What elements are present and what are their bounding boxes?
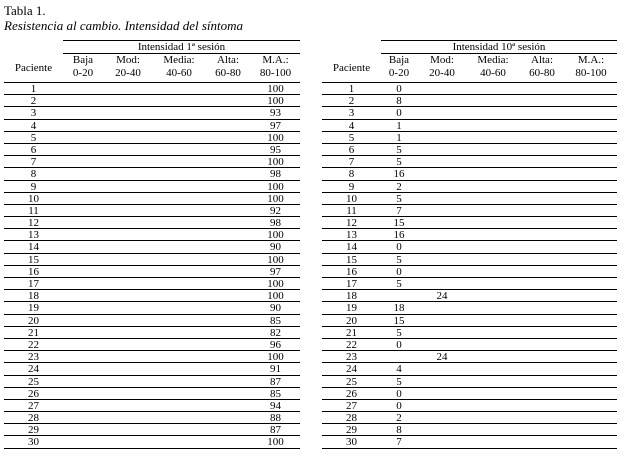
cell-paciente: 10 [346,192,357,205]
cell-paciente: 20 [346,314,357,327]
cell-paciente: 18 [346,290,357,303]
table-row [4,120,300,132]
cell-baja: 5 [396,156,402,169]
cell-paciente: 21 [28,326,39,339]
cell-ma: 94 [270,399,281,412]
table-row [4,436,300,448]
cell-paciente: 30 [28,436,39,449]
header-baja [63,54,103,82]
header-alta [519,54,565,82]
cell-paciente: 27 [346,399,357,412]
cell-paciente: 19 [28,302,39,315]
cell-paciente: 5 [348,131,355,144]
cell-paciente: 7 [348,156,355,169]
table-row [322,302,617,314]
header-mod-range: 20-40 [429,67,455,79]
table-first-session-body [4,83,300,449]
table-row [322,156,617,168]
cell-ma: 98 [270,217,281,230]
table-row [322,193,617,205]
cell-baja: 7 [396,204,402,217]
cell-paciente: 8 [348,168,355,181]
cell-paciente: 15 [346,253,357,266]
cell-paciente: 22 [28,338,39,351]
cell-ma: 100 [267,156,284,169]
cell-paciente: 9 [30,180,37,193]
table-row [322,229,617,241]
cell-ma: 100 [267,278,284,290]
table-row [322,436,617,448]
table-row [4,95,300,107]
cell-paciente: 24 [346,363,357,376]
table-row [4,302,300,314]
table-row [322,144,617,156]
table-row [322,95,617,107]
cell-baja: 16 [393,229,405,242]
cell-paciente: 26 [28,387,39,400]
header-mod-range: 20-40 [115,67,141,79]
cell-paciente: 25 [28,375,39,388]
table-row [4,290,300,302]
table-row [322,241,617,253]
cell-ma: 100 [267,436,284,449]
cell-baja: 4 [396,363,402,376]
table-tenth-session-title: Intensidad 10ª sesión [381,40,617,54]
cell-paciente: 2 [348,95,355,108]
cell-paciente: 1 [30,83,37,95]
cell-ma: 90 [270,241,281,254]
table-row [322,327,617,339]
cell-ma: 85 [270,314,281,327]
table-row [4,376,300,388]
cell-paciente: 8 [30,168,37,181]
table-row [4,144,300,156]
cell-ma: 100 [267,253,284,266]
cell-ma: 95 [270,143,281,156]
table-row [322,107,617,119]
cell-paciente: 10 [28,192,39,205]
table-row [322,278,617,290]
table-row [4,254,300,266]
table-row [4,83,300,95]
cell-paciente: 25 [346,375,357,388]
cell-paciente: 28 [28,412,39,425]
cell-ma: 100 [267,180,284,193]
table-row [322,424,617,436]
table-row [4,229,300,241]
table-label: Tabla 1. [4,3,46,18]
table-title: Resistencia al cambio. Intensidad del síntoma [4,18,244,33]
cell-paciente: 6 [30,143,37,156]
cell-paciente: 7 [30,156,37,169]
table-row [322,351,617,363]
cell-paciente: 24 [28,363,39,376]
cell-ma: 100 [267,95,284,108]
cell-baja: 8 [396,95,402,108]
cell-paciente: 12 [346,217,357,230]
cell-ma: 100 [267,351,284,364]
table-row [322,376,617,388]
cell-paciente: 21 [346,326,357,339]
table-row [4,400,300,412]
header-alta-range: 60-80 [215,67,241,79]
cell-ma: 100 [267,131,284,144]
cell-baja: 5 [396,253,402,266]
cell-ma: 85 [270,387,281,400]
table-tenth-session-body [322,83,617,449]
cell-baja: 0 [396,399,402,412]
table-row [4,351,300,363]
table-first-session [4,40,300,450]
cell-paciente: 17 [28,278,39,290]
cell-paciente: 6 [348,143,355,156]
cell-ma: 90 [270,302,281,315]
header-mod-label: Mod: [116,54,140,66]
header-mod [417,54,467,82]
table-row [4,266,300,278]
table-row [322,290,617,302]
cell-paciente: 14 [346,241,357,254]
table-row [4,339,300,351]
table-row [322,205,617,217]
table-row [322,339,617,351]
cell-paciente: 27 [28,399,39,412]
cell-paciente: 30 [346,436,357,449]
cell-paciente: 17 [346,278,357,290]
cell-paciente: 13 [346,229,357,242]
table-row [4,217,300,229]
header-alta [205,54,251,82]
cell-baja: 15 [393,314,405,327]
header-alta-label: Alta: [217,54,239,66]
table-row [4,193,300,205]
cell-ma: 100 [267,192,284,205]
cell-paciente: 26 [346,387,357,400]
cell-baja: 15 [393,217,405,230]
cell-ma: 97 [270,119,281,132]
table-row [322,363,617,375]
cell-paciente: 11 [346,204,357,217]
table-row [4,278,300,290]
cell-paciente: 3 [30,107,37,120]
cell-baja: 0 [396,338,402,351]
cell-baja: 5 [396,143,402,156]
cell-paciente: 1 [348,83,355,95]
table-row [322,388,617,400]
header-paciente: Paciente [332,62,371,74]
header-alta-range: 60-80 [529,67,555,79]
cell-ma: 91 [270,363,281,376]
header-baja [381,54,417,82]
cell-ma: 82 [270,326,281,339]
cell-ma: 93 [270,107,281,120]
header-paciente: Paciente [14,62,53,74]
cell-paciente: 14 [28,241,39,254]
header-mod [103,54,153,82]
table-row [4,132,300,144]
table-row [4,156,300,168]
cell-ma: 98 [270,168,281,181]
table-row [322,168,617,180]
table-row [4,107,300,119]
table-row [322,400,617,412]
cell-paciente: 22 [346,338,357,351]
table-row [322,217,617,229]
table-row [4,363,300,375]
header-media-label: Media: [163,54,195,66]
cell-baja: 5 [396,326,402,339]
cell-paciente: 19 [346,302,357,315]
cell-baja: 8 [396,424,402,437]
header-baja-label: Baja [72,54,94,66]
cell-baja: 1 [396,131,402,144]
cell-ma: 100 [267,83,284,95]
cell-baja: 0 [396,83,402,95]
cell-ma: 87 [270,424,281,437]
cell-paciente: 20 [28,314,39,327]
cell-paciente: 4 [348,119,355,132]
cell-paciente: 29 [28,424,39,437]
header-media [467,54,519,82]
cell-baja: 0 [396,241,402,254]
cell-ma: 97 [270,265,281,278]
cell-ma: 100 [267,290,284,303]
cell-ma: 96 [270,338,281,351]
cell-paciente: 5 [30,131,37,144]
cell-mod: 24 [436,290,448,303]
cell-paciente: 29 [346,424,357,437]
header-ma-label: M.A.: [577,54,605,66]
table-row [322,120,617,132]
table-row [322,83,617,95]
table-row [322,254,617,266]
table-row [322,132,617,144]
header-media-label: Media: [477,54,509,66]
cell-baja: 2 [396,412,402,425]
cell-baja: 0 [396,265,402,278]
table-row [4,315,300,327]
header-ma-label: M.A.: [262,54,289,66]
cell-paciente: 16 [346,265,357,278]
cell-ma: 88 [270,412,281,425]
table-row [322,412,617,424]
cell-ma: 100 [267,229,284,242]
cell-paciente: 4 [30,119,37,132]
table-row [4,388,300,400]
cell-paciente: 23 [346,351,357,364]
table-row [322,181,617,193]
header-ma [251,54,300,82]
header-alta-label: Alta: [531,54,553,66]
cell-paciente: 23 [28,351,39,364]
cell-paciente: 3 [348,107,355,120]
header-baja-range: 0-20 [388,67,410,79]
cell-ma: 87 [270,375,281,388]
header-media [153,54,205,82]
cell-paciente: 12 [28,217,39,230]
table-tenth-session [322,40,617,450]
cell-baja: 18 [393,302,405,315]
header-baja-range: 0-20 [72,67,94,79]
cell-paciente: 28 [346,412,357,425]
cell-baja: 2 [396,180,402,193]
cell-paciente: 16 [28,265,39,278]
table-row [322,266,617,278]
header-ma [565,54,617,82]
table-row [4,424,300,436]
table-row [4,327,300,339]
cell-paciente: 2 [30,95,37,108]
table-row [4,181,300,193]
cell-paciente: 11 [28,204,39,217]
header-media-range: 40-60 [480,67,506,79]
table-row [322,315,617,327]
table-row [4,412,300,424]
cell-paciente: 13 [28,229,39,242]
header-baja-label: Baja [388,54,410,66]
cell-paciente: 15 [28,253,39,266]
cell-baja: 16 [393,168,405,181]
header-media-range: 40-60 [166,67,192,79]
cell-ma: 92 [270,204,281,217]
header-ma-range: 80-100 [259,67,292,79]
table-row [4,168,300,180]
header-ma-range: 80-100 [575,67,607,79]
cell-paciente: 18 [28,290,39,303]
cell-baja: 5 [396,375,402,388]
cell-baja: 1 [396,119,402,132]
table-row [4,241,300,253]
header-mod-label: Mod: [430,54,454,66]
table-row [4,205,300,217]
cell-mod: 24 [436,351,448,364]
table-first-session-title: Intensidad 1ª sesión [63,40,300,54]
cell-baja: 0 [396,107,402,120]
cell-baja: 0 [396,387,402,400]
cell-baja: 7 [396,436,402,449]
cell-paciente: 9 [348,180,355,193]
cell-baja: 5 [396,192,402,205]
cell-baja: 5 [396,278,402,290]
